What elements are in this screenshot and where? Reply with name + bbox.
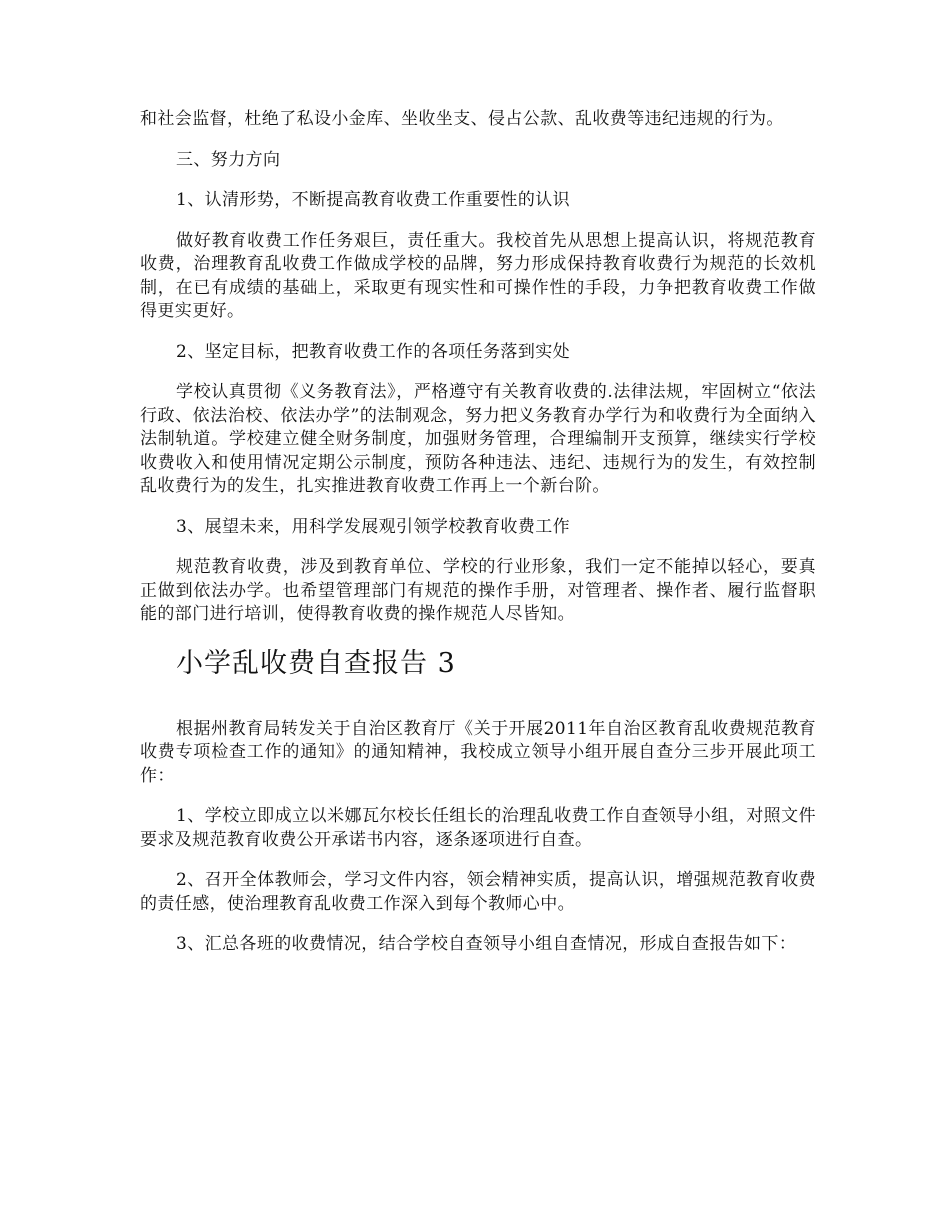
subheading-3: 3、展望未来，用科学发展观引领学校教育收费工作 <box>176 516 571 537</box>
list-item: 1、学校立即成立以米娜瓦尔校长任组长的治理乱收费工作自查领导小组，对照文件要求及规范教育收费公开承诺书内容，逐条逐项进行自查。 <box>140 806 816 850</box>
document-page <box>140 108 816 957</box>
list-item: 2、召开全体教师会，学习文件内容，领会精神实质，提高认识，增强规范教育收费的责任感，使治理教育乱收费工作深入到每个教师心中。 <box>140 870 816 914</box>
subheading-1: 1、认清形势，不断提高教育收费工作重要性的认识 <box>176 190 571 210</box>
subheading-2: 2、坚定目标，把教育收费工作的各项任务落到实处 <box>176 341 571 362</box>
list-item: 3、汇总各班的收费情况，结合学校自查领导小组自查情况，形成自查报告如下： <box>176 934 797 954</box>
paragraph-body: 做好教育收费工作任务艰巨，责任重大。我校首先从思想上提高认识，将规范教育收费，治理教育乱收费工作做成学校的品牌，努力形成保持教育收费行为规范的长效机制，在已有成绩的基础上，采取更有现实性和可操作性的手段，力争把教育收费工作做得更实更好。 <box>140 230 816 321</box>
section-title: 小学乱收费自查报告 3 <box>176 647 456 679</box>
section-heading-direction: 三、努力方向 <box>176 149 281 170</box>
paragraph-body: 根据州教育局转发关于自治区教育厅《关于开展2011年自治区教育乱收费规范教育收费专项检查工作的通知》的通知精神，我校成立领导小组开展自查分三步开展此项工作： <box>140 718 816 786</box>
paragraph-body: 规范教育收费，涉及到教育单位、学校的行业形象，我们一定不能掉以轻心，要真正做到依法办学。也希望管理部门有规范的操作手册，对管理者、操作者、履行监督职能的部门进行培训，使得教育收费的操作规范人尽皆知。 <box>140 557 816 624</box>
paragraph-continuation: 和社会监督，杜绝了私设小金库、坐收坐支、侵占公款、乱收费等违纪违规的行为。 <box>140 109 784 129</box>
paragraph-body: 学校认真贯彻《义务教育法》，严格遵守有关教育收费的.法律法规，牢固树立“依法行政、依法治校、依法办学”的法制观念，努力把义务教育办学行为和收费行为全面纳入法制轨道。学校建立健全财务制度，加强财务管理，合理编制开支预算，继续实行学校收费收入和使用情况定期公示制度，预防各种违法、违纪、违规行为的发生，有效控制乱收费行为的发生，扎实推进教育收费工作再上一个新台阶。 <box>140 382 816 496</box>
